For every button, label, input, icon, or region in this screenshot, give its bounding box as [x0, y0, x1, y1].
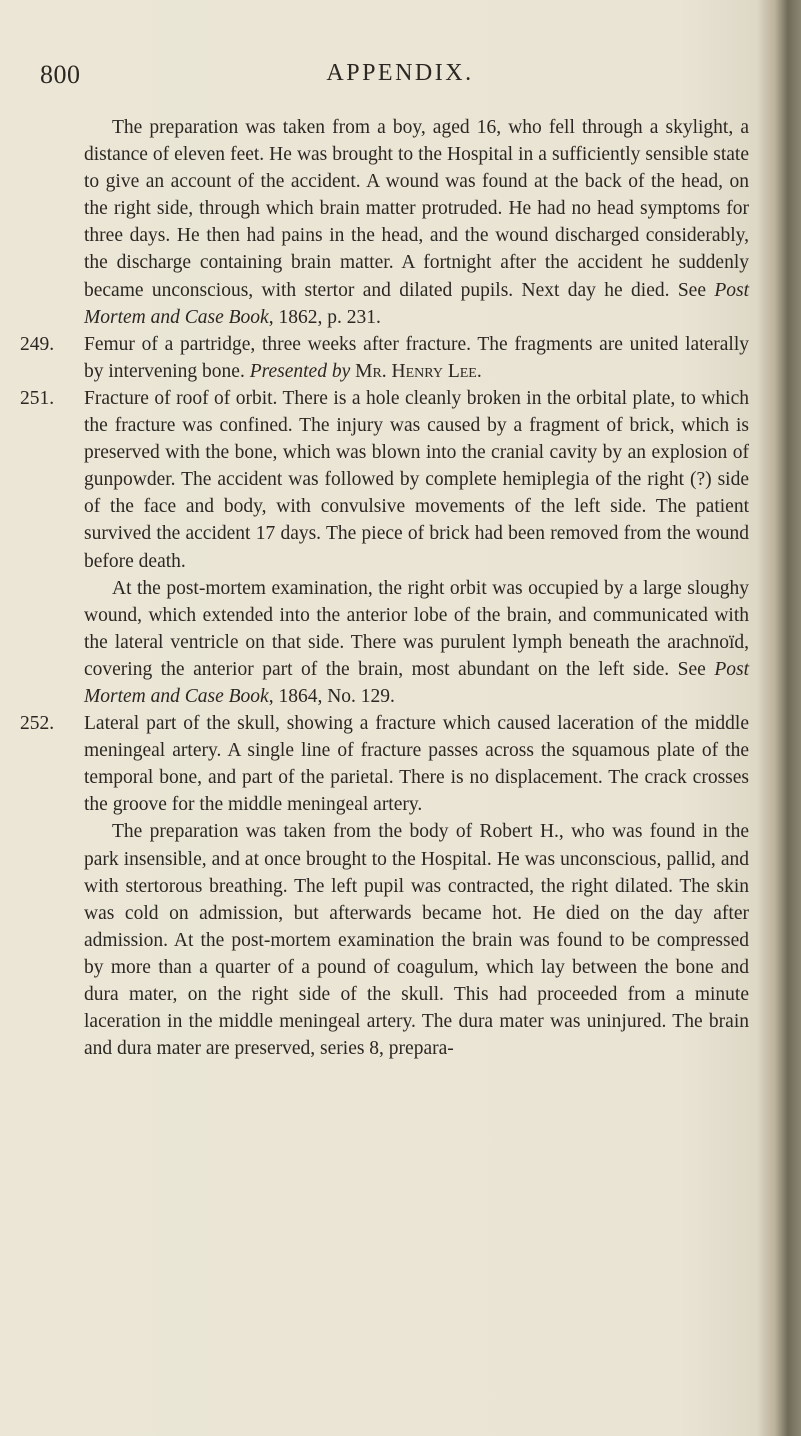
catalogue-entry	[20, 331, 749, 385]
catalogue-entry	[20, 710, 749, 818]
intro-text: The preparation was taken from a boy, aged 16, who fell through a skylight, a distance of eleven feet. He was brought to the Hospital in a sufficiently sensible state to give an account of the accident. A wound was found at the back of the head, on the right side, through which brain matter protruded. He had no head symptoms for three days. He then had pains in the head, and the wound discharged considerably, the discharge containing brain matter. A fortnight after the accident he suddenly became unconscious, with stertor and dilated pupils. Next day he died. See	[84, 117, 749, 301]
entry-description: Lateral part of the skull, showing a fracture which caused laceration of the middle meningeal artery. A single line of fracture passes across the squamous plate of the temporal bone, and part of the parietal. There is no displacement. The crack crosses the groove for the middle meningeal artery.	[84, 713, 749, 816]
entry-case-note: The preparation was taken from the body of Robert H., who was found in the park insensible, and at once brought to the Hospital. He was unconscious, pallid, and with stertorous breathing. The left pupil was contracted, the right dilated. The skin was cold on admission, but afterwards became hot. He died on the day after admission. At the post-mortem examination the brain was found to be compressed by more than a quarter of a pound of coagulum, which lay between the bone and dura mater, on the right side of the skull. This had proceeded from a minute laceration in the middle meningeal artery. The dura mater was uninjured. The brain and dura mater are preserved, series 8, prepara-	[84, 821, 749, 1060]
donor-name: Mr. Henry Lee.	[355, 360, 482, 382]
catalogue-entry	[20, 385, 749, 575]
entry-number: 252.	[20, 713, 55, 735]
entry-number: 249.	[20, 333, 55, 355]
entry-text: Femur of a partridge, three weeks after fracture. The fragments are united laterally by intervening bone.	[84, 333, 749, 382]
presented-by: Presented by	[249, 360, 351, 382]
entry-description: Fracture of roof of orbit. There is a hole cleanly broken in the orbital plate, to which the fracture was confined. The injury was caused by a fragment of brick, which is preserved with the bone, which was blown into the cranial cavity by an explosion of gunpowder. The accident was followed by complete hemiplegia of the right (?) side of the face and body, with convulsive movements of the left side. The patient survived the accident 17 days. The piece of brick had been removed from the wound before death.	[84, 387, 749, 572]
intro-reference: Post Mortem and Case Book	[84, 279, 749, 328]
page-body	[20, 114, 749, 1062]
entry-case-note	[20, 575, 749, 710]
entry-description	[84, 331, 749, 385]
intro-paragraph	[20, 114, 749, 331]
page-number: 800	[40, 60, 81, 89]
case-reference: Post Mortem and Case Book	[84, 658, 749, 707]
case-note-text: At the post-mortem examination, the right orbit was occupied by a large sloughy wound, which extended into the anterior lobe of the brain, and communicated with the lateral ventricle on that side. There was purulent lymph beneath the arachnoïd, covering the anterior part of the brain, most abundant on the left side. See	[84, 577, 749, 680]
page-header	[40, 60, 760, 100]
entry-number: 251.	[20, 387, 55, 409]
running-title: APPENDIX.	[326, 60, 474, 86]
intro-reference-tail: , 1862, p. 231.	[268, 306, 381, 328]
page-edge-shadow	[757, 0, 801, 1436]
case-reference-tail: , 1864, No. 129.	[268, 685, 395, 707]
